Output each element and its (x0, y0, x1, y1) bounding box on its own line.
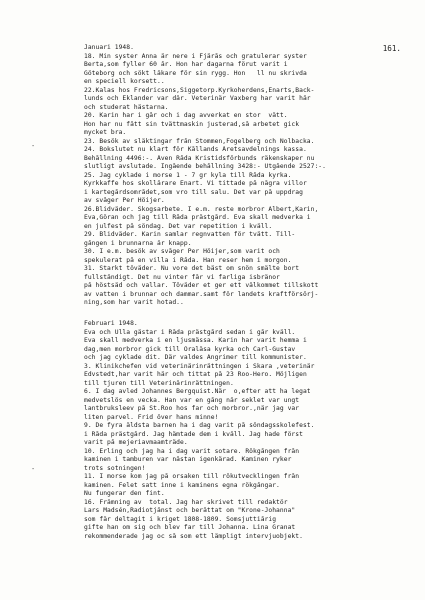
text-line: 30. I e.m. besök av svåger Per Höijer,som varit och (84, 248, 280, 255)
text-line: Lars Madsén,Radiotjänst och berättat om "Krone-Johanna" (84, 507, 296, 514)
text-line: 3. Klinikchefen vid veterinärinrättningen i Skara ,veterinär (84, 362, 315, 370)
text-line: av vatten i brunnar och dammar.samt för landets kraftförsörj- (84, 290, 319, 298)
text-line: 11. I morse kom jag på orsaken till rökutvecklingen från (84, 473, 300, 480)
section-februari (84, 320, 414, 541)
text-line: Göteborg och sökt läkare för sin rygg. Hon ll nu skrivda (84, 69, 307, 77)
text-line: 18. Min syster Anna är nere i Fjärås och gratulerar syster (84, 52, 307, 60)
text-line: 10. Erling och jag ha i dag varit sotare. Rökgången från (84, 447, 300, 455)
text-line: varit på mejeriavmaamträde. (84, 439, 188, 446)
text-line: Edvstedt,har varit här och tittat på 23 Roo-Hero. Möjligen (84, 371, 307, 378)
text-line: 26.Blidväder. Skogsarbete. I e.m. reste morbror Albert,Karin, (84, 205, 319, 213)
text-line: en julfest på söndag. Det var repetition i kväll. (84, 222, 273, 230)
margin-mark: - (31, 142, 36, 150)
text-line: kaminen. Felet satt inne i kaminens egna rökgångar. (84, 481, 280, 489)
text-line: på höstsäd och vallar. Töväder et ger ett välkommet tillskott (84, 282, 319, 289)
text-line: i kartegårdsområdet,som vro till salu. Det var på uppdrag (84, 188, 303, 196)
text-line: lunds och Eklander var där. Veterinär Vaxberg har varit här (84, 95, 311, 102)
text-line: av svåger Per Höijer. (84, 197, 165, 204)
text-line: 16. Främning av total. Jag har skrivet till redaktör (84, 498, 288, 506)
section-januari (84, 44, 414, 308)
text-line: liten parvel. Frid över hans minne! (84, 413, 219, 421)
text-line: 20. Karin har i går och i dag avverkat en stor vätt. (84, 112, 288, 119)
text-line: fullständigt. Det nu vinter får vi farliga isbränor (84, 273, 280, 281)
text-line: Eva skall medverka i en ljusmässa. Karin har varit hemma i (84, 337, 307, 344)
text-line: Nu fungerar den fint. (84, 490, 165, 497)
text-line: Eva,Göran och jag till Råda prästgård. Eva skall medverka i (84, 214, 311, 221)
text-line: 31. Starkt töväder. Nu vore det bäst om snön smälte bort (84, 265, 300, 272)
text-line: mycket bra. (84, 129, 127, 136)
text-line: dag,men morbror gick till Öraläsa kyrka och Carl-Gustav (84, 345, 296, 353)
text-line: till tjuren till Veterinärinrättningen. (84, 379, 234, 387)
margin-mark: - (31, 465, 36, 473)
text-line: kaminen i tamburen var nästan igenkärad. Kaminen ryker (84, 456, 292, 463)
text-line: och jag cyklade dit. Där valdes Angrimer till kommunister. (84, 354, 307, 361)
text-line: och studerat hästarna. (84, 103, 169, 111)
text-line: spekulerat på en villa i Råda. Han reser hem i morgon. (84, 256, 292, 264)
text-line: gifte han om sig och blev far till Johanna. Lina Granat (84, 524, 296, 531)
text-line: lantbruksleev på St.Roo hos far och morbror.,när jag var (84, 405, 300, 412)
text-line: Hon har nu fått sin tvättmaskin justerad,så arbetet gick (84, 120, 300, 128)
text-line: Behållning 4496:-. Även Råda Kristidsförbunds räkenskaper nu (84, 154, 315, 162)
section-heading: Februari 1948. (84, 320, 138, 327)
text-line: gången i brunnarna är knapp. (84, 239, 192, 247)
text-line: 29. Blidväder. Karin samlar regnvatten för tvätt. Till- (84, 231, 296, 238)
text-line: Eva och Ulla gästar i Råda prästgård sedan i går kväll. (84, 328, 296, 336)
text-line: Berta,som fyller 60 år. Hon har dagarna förut varit i (84, 61, 288, 68)
text-line: som fär deltagit i kriget 1808-1809. Somsjuttiårig (84, 515, 277, 523)
text-line: rekommenderade jag oc så som ett lämpligt intervjuobjekt. (84, 532, 303, 540)
text-line: 9. De fyra äldsta barnen ha i dag varit på söndagsskolefest. (84, 422, 315, 429)
text-line: 23. Besök av släktingar från Stommen,Fogelberg och Nolbacka. (84, 137, 315, 145)
section-heading: Januari 1948. (84, 44, 134, 51)
text-line: ning,som har varit hotad.. (84, 299, 184, 306)
text-line: slutligt avslutade. Ingående behållning 3428:- Utgående 2527:-. (84, 163, 326, 170)
text-line: i Råda prästgård. Jag hämtade dem i kväll. Jag hade först (84, 430, 303, 438)
page-number: 161. (382, 44, 401, 53)
text-line: 22.Kalas hos Fredricsons,Siggetorp.Kyrkoherdens,Enarts,Back- (84, 86, 315, 94)
text-line: 6. I dag avled Johannes Bergquist.När o,efter att ha legat (84, 388, 311, 395)
text-line: en speciell korsett.. (84, 78, 165, 85)
text-line: Kyrkkaffe hos skollärare Enart. Vi tittade på några villor (84, 180, 307, 187)
text-line: trots sotningen! (84, 464, 146, 472)
text-line: medvetslös en vecka. Han var en gång när seklet var ungt (84, 396, 300, 404)
text-line: 24. Bokslutet nu klart för Kållands Äretsavdelnings kassa. (84, 146, 307, 153)
text-line: 25. Jag cyklade i morse 1 - 7 gr kyla till Råda kyrka. (84, 171, 292, 179)
